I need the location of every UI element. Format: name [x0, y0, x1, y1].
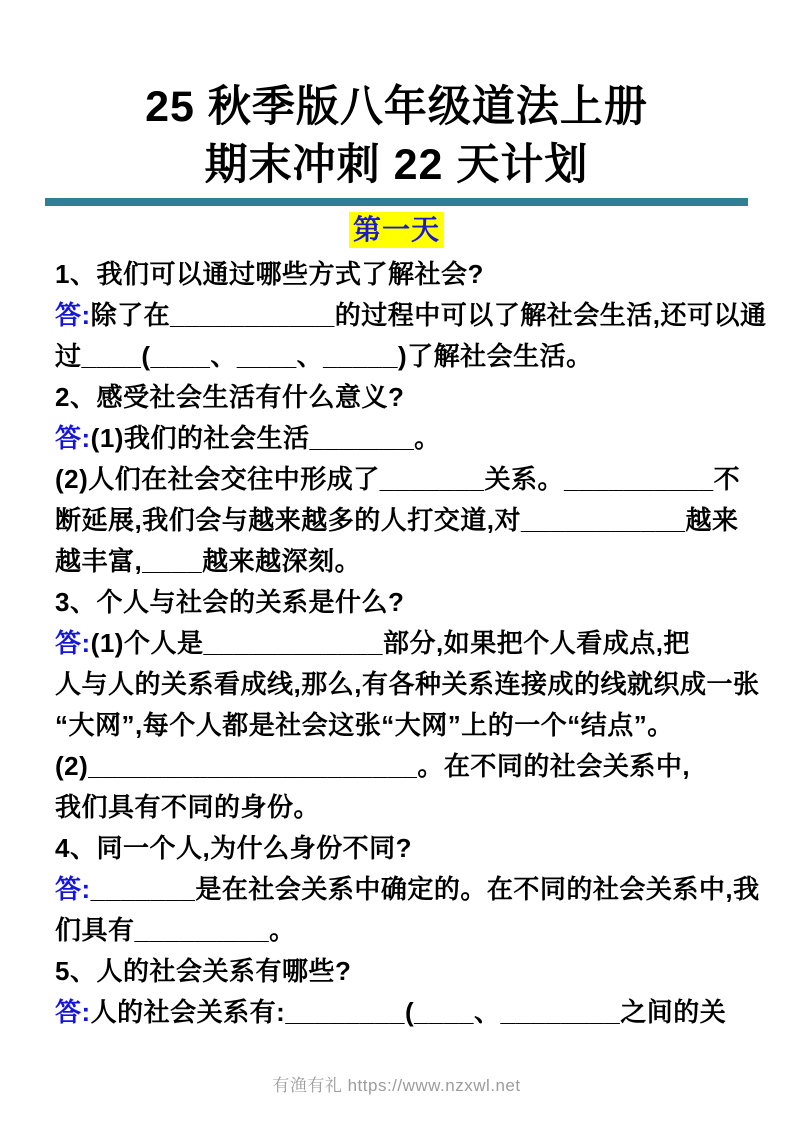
answer-label: 答:: [55, 300, 91, 330]
continuation-line: [55, 459, 748, 500]
line-text: (2)人们在社会交往中形成了_______关系。__________不: [55, 464, 741, 494]
qa-content: [45, 254, 767, 1033]
question-line: [55, 582, 748, 623]
answer-label: 答:: [55, 628, 91, 658]
title-divider: [45, 198, 748, 206]
answer-line: [55, 418, 748, 459]
line-text: “大网”,每个人都是社会这张“大网”上的一个“结点”。: [55, 710, 674, 740]
answer-line: [55, 869, 760, 910]
continuation-line: [55, 910, 748, 951]
continuation-line: [55, 541, 748, 582]
line-text: 人的社会关系有:________(____、________之间的关: [90, 997, 727, 1027]
continuation-line: [55, 336, 748, 377]
answer-label: 答:: [55, 997, 91, 1027]
line-text: 3、个人与社会的关系是什么?: [55, 587, 405, 617]
line-text: _______是在社会关系中确定的。在不同的社会关系中,我: [90, 874, 760, 904]
footer-watermark: 有渔有礼 https://www.nzxwl.net: [272, 1076, 521, 1095]
answer-label: 答:: [55, 874, 91, 904]
question-line: [55, 951, 748, 992]
line-text: 断延展,我们会与越来越多的人打交道,对___________越来: [55, 505, 739, 535]
line-text: 人与人的关系看成线,那么,有各种关系连接成的线就织成一张: [55, 669, 760, 699]
question-line: [55, 377, 748, 418]
line-text: (1)我们的社会生活_______。: [90, 423, 441, 453]
answer-line: [55, 295, 767, 336]
page-footer: [0, 1071, 793, 1096]
line-text: 2、感受社会生活有什么意义?: [55, 382, 405, 412]
answer-line: [55, 992, 748, 1033]
line-text: (1)个人是____________部分,如果把个人看成点,把: [90, 628, 690, 658]
answer-line: [55, 623, 748, 664]
line-text: 除了在___________的过程中可以了解社会生活,还可以通: [90, 300, 767, 330]
line-text: 过____(____、____、_____)了解社会生活。: [55, 341, 593, 371]
page-title: [45, 0, 748, 194]
continuation-line: [55, 705, 748, 746]
continuation-line: [55, 664, 760, 705]
line-text: 们具有_________。: [55, 915, 296, 945]
question-line: [55, 254, 748, 295]
continuation-line: [55, 746, 748, 787]
day-badge: 第一天: [349, 212, 444, 248]
line-text: 我们具有不同的身份。: [55, 792, 321, 822]
title-line-1: 25 秋季版八年级道法上册: [145, 83, 648, 131]
line-text: 5、人的社会关系有哪些?: [55, 956, 352, 986]
line-text: 4、同一个人,为什么身份不同?: [55, 833, 413, 863]
line-text: 1、我们可以通过哪些方式了解社会?: [55, 259, 484, 289]
continuation-line: [55, 787, 748, 828]
continuation-line: [55, 500, 748, 541]
answer-label: 答:: [55, 423, 91, 453]
day-badge-row: [45, 212, 748, 250]
line-text: (2)______________________。在不同的社会关系中,: [55, 751, 691, 781]
line-text: 越丰富,____越来越深刻。: [55, 546, 362, 576]
question-line: [55, 828, 748, 869]
title-line-2: 期末冲刺 22 天计划: [204, 141, 589, 189]
